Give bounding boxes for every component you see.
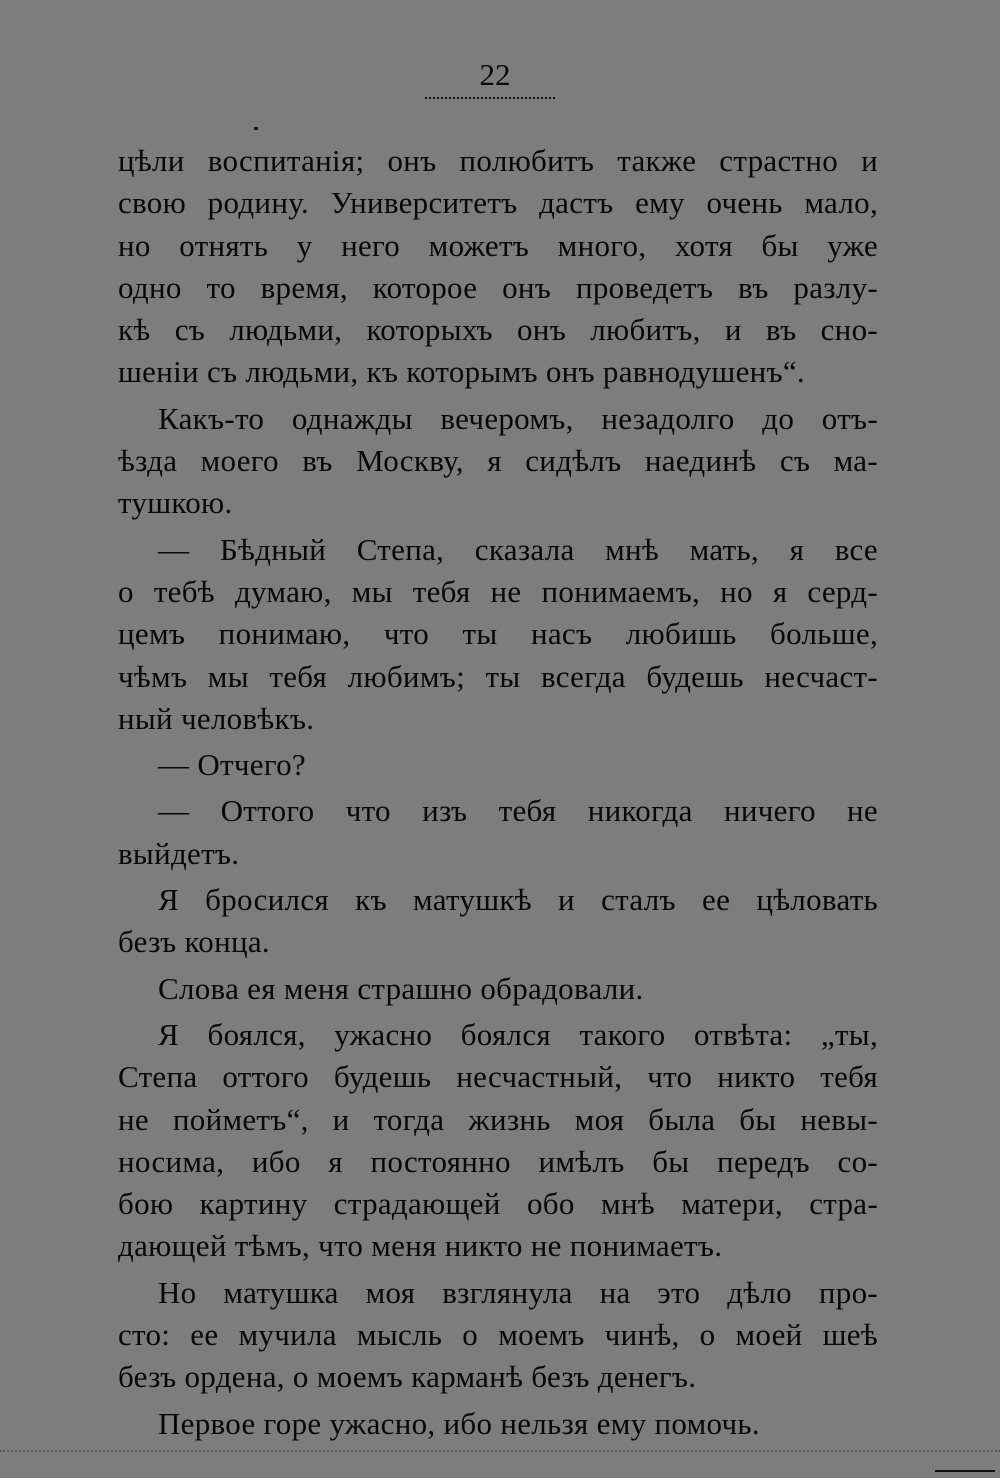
text-line: Первое горе ужасно, ибо нельзя ему помочь. [158, 1405, 760, 1441]
paragraph [118, 1272, 878, 1399]
text-line: — Бѣдный Степа, сказала мнѣ мать, я все [158, 531, 878, 567]
text-line: выйдетъ. [118, 835, 240, 871]
text-line: цѣли воспитанія; онъ полюбитъ также страстно и [118, 143, 878, 178]
print-speck [254, 127, 258, 130]
paragraph [118, 1403, 878, 1445]
text-line: Слова ея меня страшно обрадовали. [158, 970, 644, 1006]
text-line: но отнять у него можетъ много, хотя бы уже [118, 227, 878, 263]
text-line: шеніи съ людьми, къ которымъ онъ равнодушенъ“. [118, 354, 805, 390]
text-line: кѣ съ людьми, которыхъ онъ любитъ, и въ сно- [118, 312, 878, 348]
text-line: бою картину страдающей обо мнѣ матери, стра- [118, 1186, 878, 1222]
paragraph [118, 879, 878, 964]
text-line: — Оттого что изъ тебя никогда ничего не [158, 793, 878, 829]
body-text [118, 140, 878, 1445]
text-line: Какъ-то однажды вечеромъ, незадолго до отъ- [158, 400, 878, 436]
text-line: дающей тѣмъ, что меня никто не понимаетъ. [118, 1228, 723, 1264]
paragraph [118, 140, 878, 394]
scan-edge-noise [0, 1450, 1000, 1452]
text-line: ѣзда моего въ Москву, я сидѣлъ наединѣ съ ма- [118, 443, 878, 479]
text-line: носима, ибо я постоянно имѣлъ бы передъ со- [118, 1143, 878, 1179]
text-line: чѣмъ мы тебя любимъ; ты всегда будешь несчаст- [118, 658, 878, 694]
text-line: Я бросился къ матушкѣ и сталъ ее цѣловать [158, 882, 878, 918]
paragraph [118, 790, 878, 875]
text-line: цемъ понимаю, что ты насъ любишь больше, [118, 616, 878, 652]
text-line: Степа оттого будешь несчастный, что никто тебя [118, 1059, 878, 1095]
text-line: сто: ее мучила мысль о моемъ чинѣ, о моей шеѣ [118, 1317, 878, 1353]
text-line: безъ конца. [118, 924, 270, 960]
text-line: одно то время, которое онъ проведетъ въ разлу- [118, 269, 878, 305]
page-number: 22 [479, 57, 511, 92]
text-line: свою родину. Университетъ дастъ ему очень мало, [118, 185, 878, 221]
text-line: тушкою. [118, 485, 233, 521]
scan-corner-mark [935, 1470, 995, 1472]
text-line: Но матушка моя взглянула на это дѣло про- [158, 1274, 878, 1310]
text-line: ный человѣкъ. [118, 700, 315, 736]
page-number-rule [425, 97, 555, 99]
paragraph [118, 1014, 878, 1268]
text-line: о тебѣ думаю, мы тебя не понимаемъ, но я серд- [118, 573, 878, 609]
text-line: не пойметъ“, и тогда жизнь моя была бы невы- [118, 1101, 878, 1137]
paragraph [118, 398, 878, 525]
paragraph [118, 968, 878, 1010]
paragraph [118, 529, 878, 740]
text-line: — Отчего? [158, 747, 306, 783]
paragraph [118, 744, 878, 786]
text-line: Я боялся, ужасно боялся такого отвѣта: „ты, [158, 1016, 878, 1052]
text-line: безъ ордена, о моемъ карманѣ безъ денегъ. [118, 1359, 697, 1395]
